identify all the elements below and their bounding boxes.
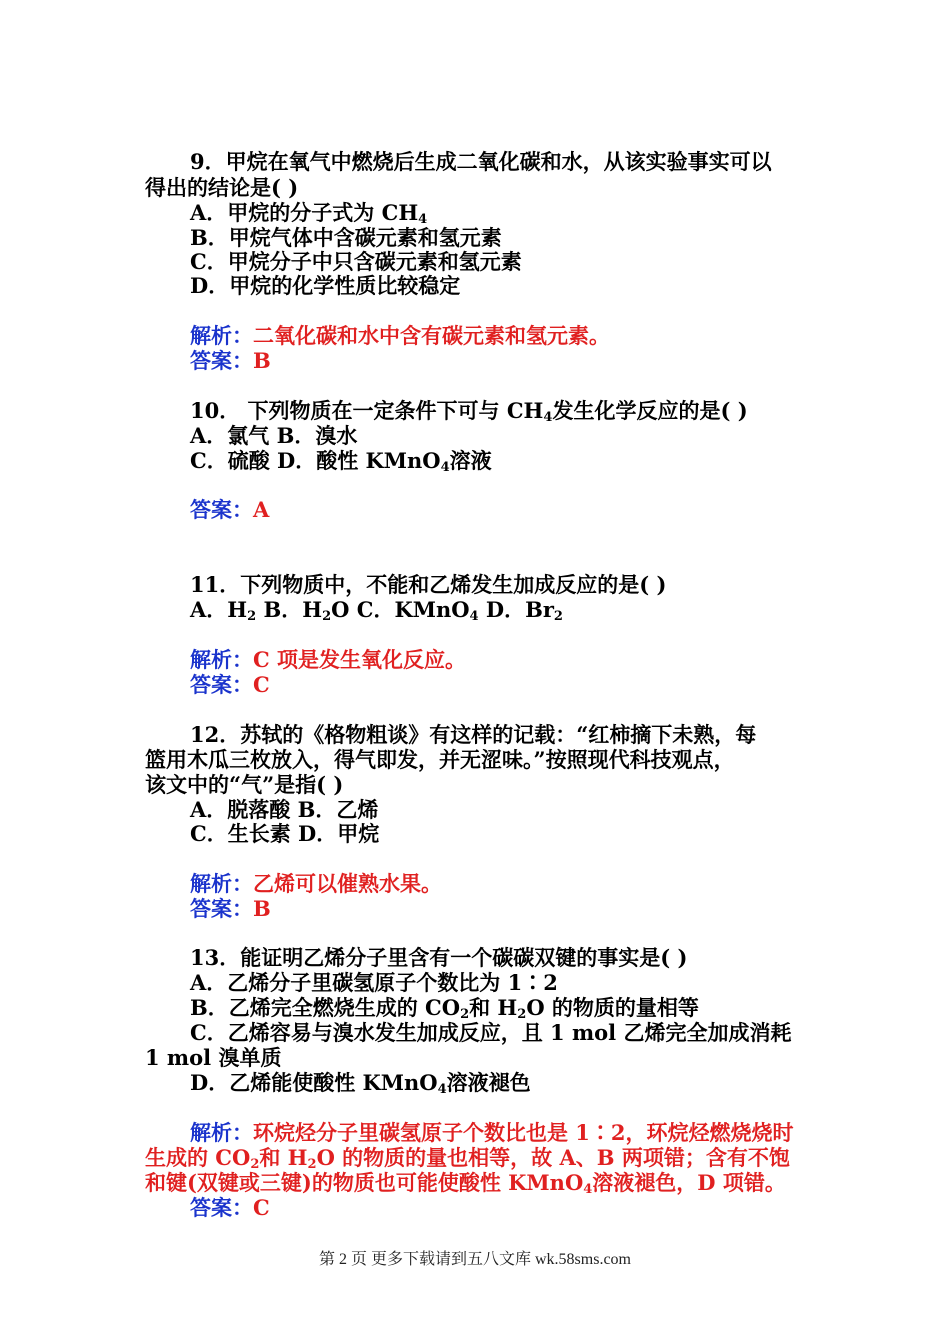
q13-option-a: A．乙烯分子里碳氢原子个数比为 1∶2: [190, 970, 558, 995]
q12-stem-line1: 12．苏轼的《格物粗谈》有这样的记载：“红柿摘下未熟，每: [190, 722, 757, 747]
q13-analysis-line2-mid: 和 H: [259, 1145, 308, 1170]
q13-option-d-pre: D．乙烯能使酸性 KMnO: [190, 1070, 438, 1095]
q10-stem-sub: 4: [543, 410, 553, 425]
q11-analysis: [190, 648, 466, 672]
q9-option-c: C．甲烷分子中只含碳元素和氢元素: [190, 249, 522, 274]
q10-stem-post: 发生化学反应的是( ): [552, 398, 748, 423]
q13-analysis-line3-post: 溶液褪色，D 项错。: [592, 1170, 786, 1195]
q13-analysis-line3-pre: 和键(双键或三键)的物质也可能使酸性 KMnO: [145, 1170, 584, 1195]
q13-answer-value: C: [253, 1195, 270, 1220]
q12-stem-line2: 篮用木瓜三枚放入，得气即发，并无涩味。”按照现代科技观点，: [145, 747, 735, 772]
q12-options-cd: C．生长素 D．甲烷: [190, 821, 380, 846]
q11-stem: 11．下列物质中，不能和乙烯发生加成反应的是( ): [190, 572, 667, 597]
q13-analysis-line2-sub2: 2: [307, 1157, 317, 1172]
q13-analysis-text1: 环烷烃分子里碳氢原子个数比也是 1∶2，环烷烃燃烧烧时: [253, 1120, 794, 1145]
q9-analysis-label: 解析：: [190, 323, 253, 348]
q10-answer: [190, 498, 269, 522]
q9-option-a: [190, 201, 427, 225]
q9-option-a-sub: 4: [418, 212, 428, 227]
q12-options-ab: A．脱落酸 B．乙烯: [190, 797, 379, 822]
q12-answer-value: B: [253, 896, 271, 921]
q9-stem-line2: 得出的结论是( ): [145, 175, 299, 200]
q11-option-a: A．H: [190, 597, 248, 622]
q13-option-b-sub1: 2: [460, 1007, 470, 1022]
q12-analysis: [190, 872, 442, 896]
q13-option-b: [190, 996, 699, 1020]
q11-analysis-text: C 项是发生氧化反应。: [253, 647, 467, 672]
q11-answer-label: 答案：: [190, 672, 253, 697]
q9-option-d: D．甲烷的化学性质比较稳定: [190, 273, 461, 298]
q12-stem-line3: 该文中的“气”是指( ): [145, 772, 344, 797]
q11-option-b: B．H: [256, 597, 323, 622]
q10-options-cd-post: 溶液: [449, 448, 492, 473]
page-footer: 第 2 页 更多下载请到五八文库 wk.58sms.com: [318, 1251, 631, 1268]
q11-option-a-sub: 2: [247, 609, 257, 624]
q13-option-b-pre: B．乙烯完全燃烧生成的 CO: [190, 995, 461, 1020]
q9-stem-line1: 9．甲烷在氧气中燃烧后生成二氧化碳和水，从该实验事实可以: [190, 149, 772, 174]
q11-answer: [190, 673, 270, 697]
q10-answer-value: A: [253, 497, 270, 522]
q10-options-cd-pre: C．硫酸 D．酸性 KMnO: [190, 448, 441, 473]
q12-analysis-text: 乙烯可以催熟水果。: [253, 871, 442, 896]
q9-analysis: [190, 324, 610, 348]
q13-analysis-line3: [145, 1171, 786, 1195]
q13-option-b-sub2: 2: [517, 1007, 527, 1022]
q12-answer-label: 答案：: [190, 896, 253, 921]
q10-stem-pre: 10． 下列物质在一定条件下可与 CH: [190, 398, 544, 423]
q13-analysis-line1: [190, 1121, 794, 1145]
q11-option-d-sub: 2: [553, 609, 563, 624]
q13-option-d-sub: 4: [437, 1082, 447, 1097]
q9-answer-value: B: [253, 348, 271, 373]
q13-option-d-post: 溶液褪色: [446, 1070, 531, 1095]
q10-answer-label: 答案：: [190, 497, 253, 522]
q10-stem: [190, 399, 748, 423]
q9-option-a-text: A．甲烷的分子式为 CH: [190, 200, 419, 225]
q13-analysis-line2: [145, 1146, 790, 1170]
q13-analysis-line2-pre: 生成的 CO: [145, 1145, 251, 1170]
q13-analysis-line2-sub1: 2: [250, 1157, 260, 1172]
q9-answer-label: 答案：: [190, 348, 253, 373]
q12-analysis-label: 解析：: [190, 871, 253, 896]
q13-answer: [190, 1196, 270, 1220]
q13-option-b-post: O 的物质的量相等: [526, 995, 699, 1020]
q13-analysis-line3-sub: 4: [583, 1182, 593, 1197]
q10-options-cd: [190, 449, 492, 473]
q11-option-c-sub: 4: [469, 609, 479, 624]
q9-answer: [190, 349, 271, 373]
q11-option-b-sub: 2: [322, 609, 332, 624]
q13-option-b-mid: 和 H: [469, 995, 518, 1020]
q13-option-c-line1: C．乙烯容易与溴水发生加成反应，且 1 mol 乙烯完全加成消耗: [190, 1020, 792, 1045]
q11-option-d: D．Br: [478, 597, 554, 622]
q11-options: [190, 598, 563, 622]
q13-option-d: [190, 1071, 531, 1095]
q10-options-cd-sub: 4: [440, 460, 450, 475]
q13-analysis-line2-post: O 的物质的量也相等，故 A、B 两项错；含有不饱: [316, 1145, 790, 1170]
q11-answer-value: C: [253, 672, 270, 697]
q13-stem: 13．能证明乙烯分子里含有一个碳碳双键的事实是( ): [190, 945, 688, 970]
q11-analysis-label: 解析：: [190, 647, 253, 672]
q10-options-ab: A．氯气 B．溴水: [190, 423, 358, 448]
q13-analysis-label: 解析：: [190, 1120, 253, 1145]
q13-option-c-line2: 1 mol 溴单质: [145, 1045, 282, 1070]
q12-answer: [190, 897, 271, 921]
q13-answer-label: 答案：: [190, 1195, 253, 1220]
q11-option-c: O C．KMnO: [331, 597, 470, 622]
q9-option-b: B．甲烷气体中含碳元素和氢元素: [190, 225, 502, 250]
q9-analysis-text: 二氧化碳和水中含有碳元素和氢元素。: [253, 323, 610, 348]
